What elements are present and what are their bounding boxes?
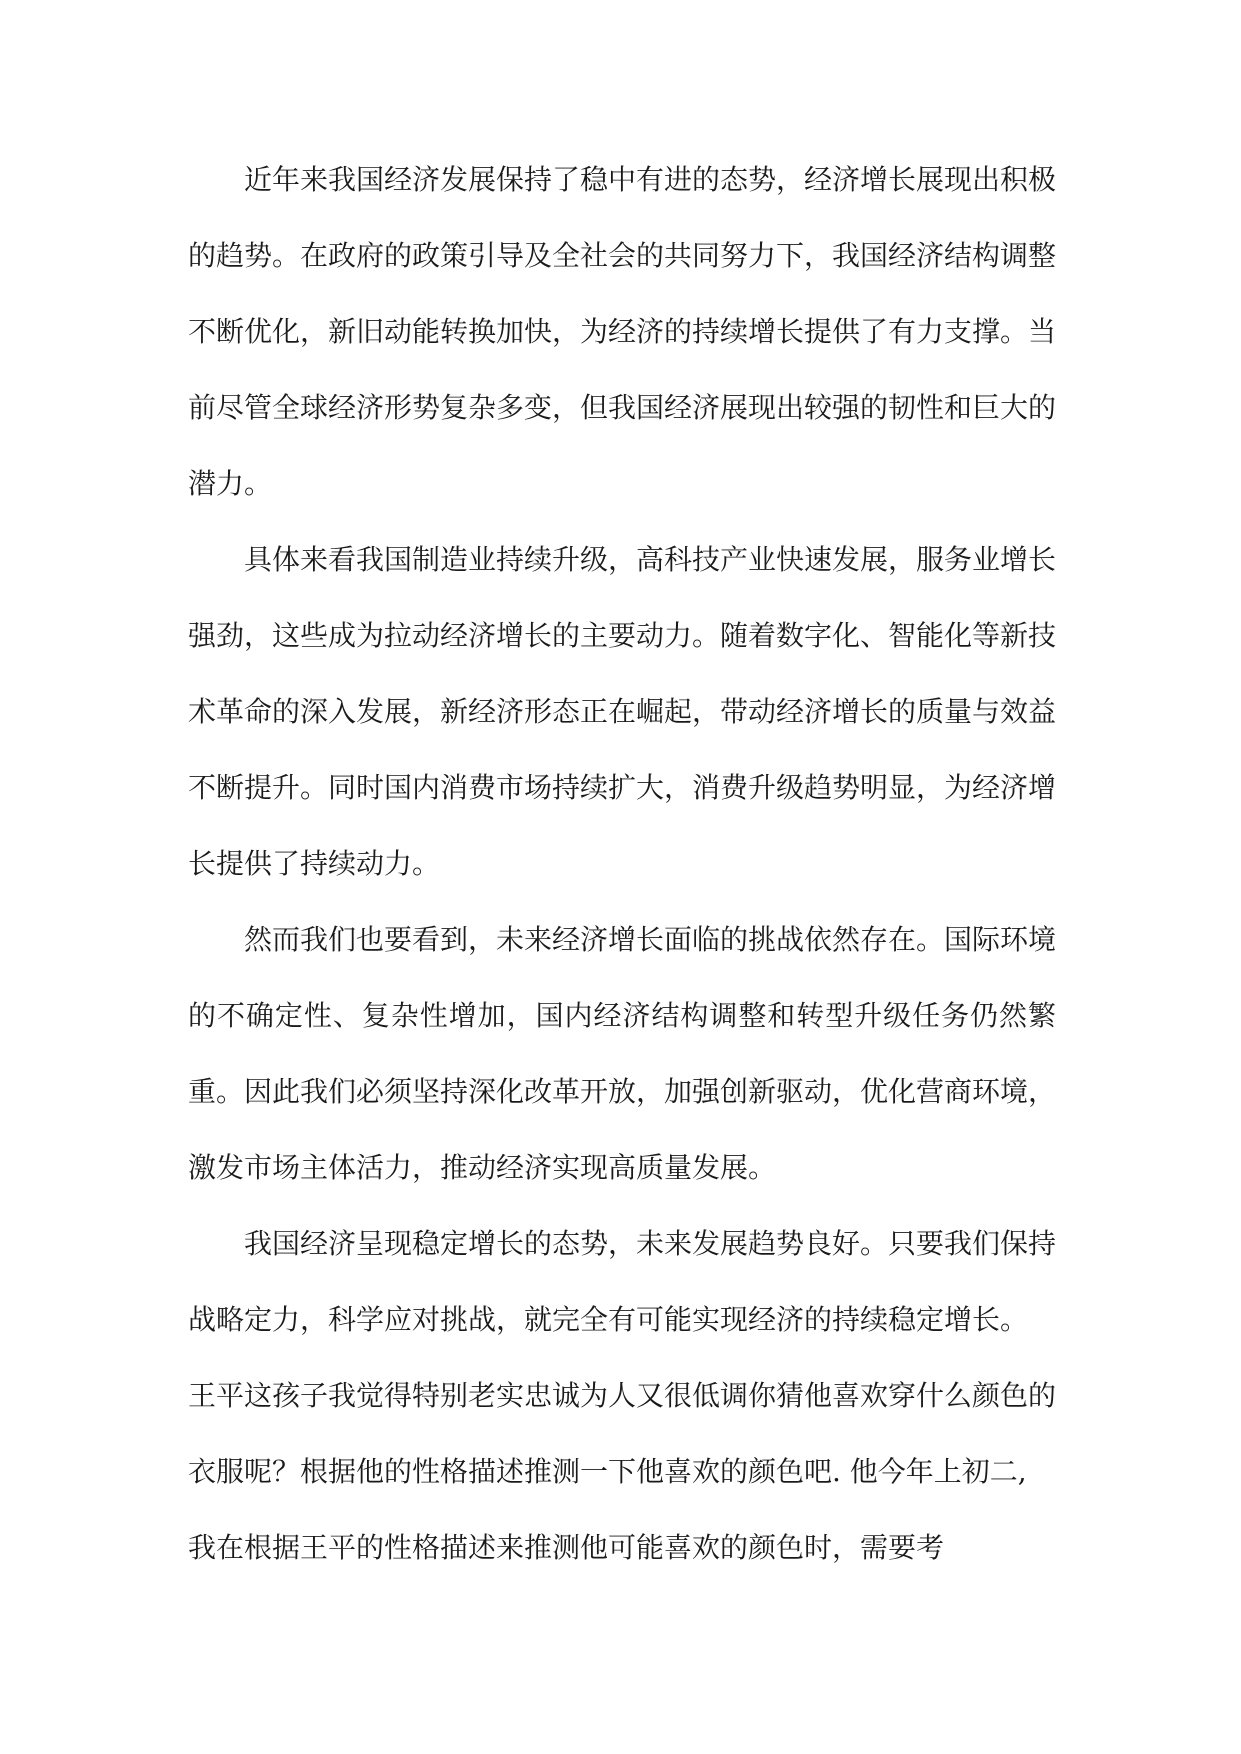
document-body bbox=[188, 142, 1056, 1586]
paragraph-3: 然而我们也要看到，未来经济增长面临的挑战依然存在。国际环境的不确定性、复杂性增加，国内经济结构调整和转型升级任务仍然繁重。因此我们必须坚持深化改革开放，加强创新驱动，优化营商环境，激发市场主体活力，推动经济实现高质量发展。 bbox=[188, 923, 1057, 1184]
paragraph-2: 具体来看我国制造业持续升级，高科技产业快速发展，服务业增长强劲，这些成为拉动经济增长的主要动力。随着数字化、智能化等新技术革命的深入发展，新经济形态正在崛起，带动经济增长的质量与效益不断提升。同时国内消费市场持续扩大，消费升级趋势明显，为经济增长提供了持续动力。 bbox=[188, 543, 1057, 880]
trailing-text: 王平这孩子我觉得特别老实忠诚为人又很低调你猜他喜欢穿什么颜色的衣服呢？根据他的性格描述推测一下他喜欢的颜色吧. 他今年上初二, 我在根据王平的性格描述来推测他可能喜欢的颜色时，需要考 bbox=[188, 1379, 1057, 1564]
paragraph-1: 近年来我国经济发展保持了稳中有进的态势，经济增长展现出积极的趋势。在政府的政策引导及全社会的共同努力下，我国经济结构调整不断优化，新旧动能转换加快，为经济的持续增长提供了有力支撑。当前尽管全球经济形势复杂多变，但我国经济展现出较强的韧性和巨大的潜力。 bbox=[188, 163, 1057, 500]
paragraph-4: 我国经济呈现稳定增长的态势，未来发展趋势良好。只要我们保持战略定力，科学应对挑战，就完全有可能实现经济的持续稳定增长。 bbox=[188, 1227, 1057, 1336]
